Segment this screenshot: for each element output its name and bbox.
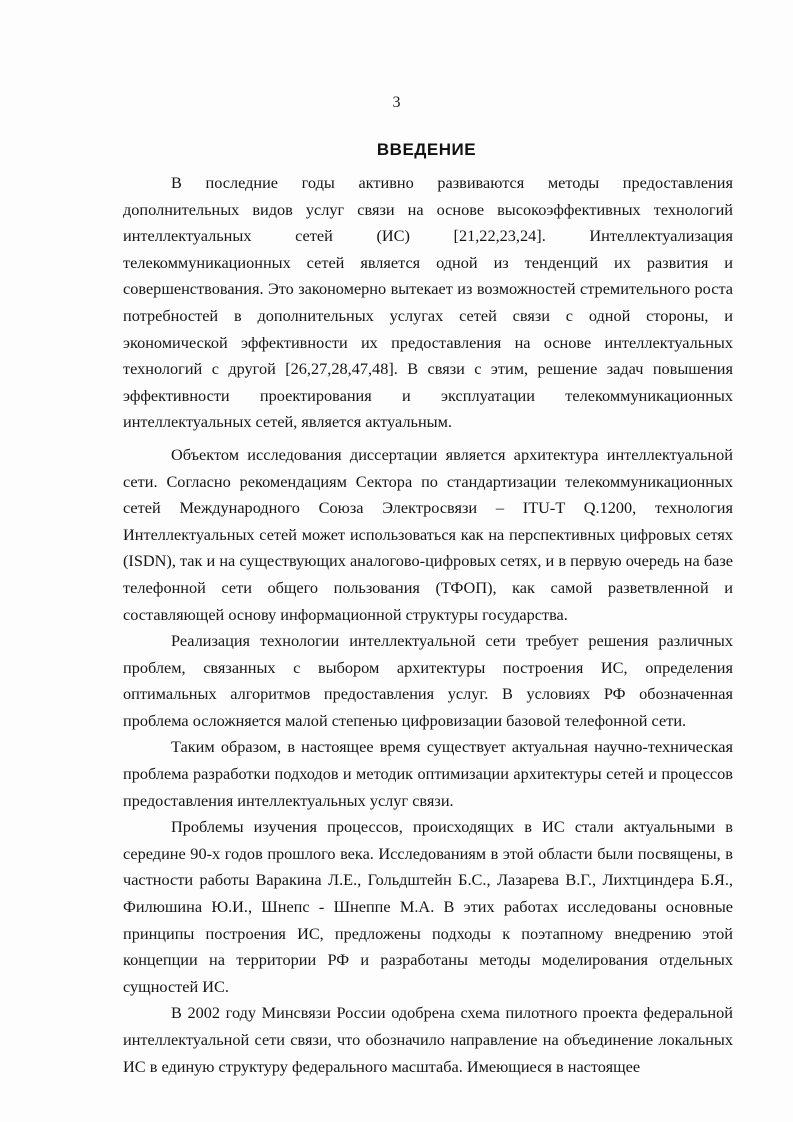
paragraph: Объектом исследования диссертации является архитектура интеллектуальной сети. Согласно рекомендациям Сектора по стандартизации телекоммуникационных сетей Международного Союза Электросвязи – ITU-T Q.1200, технология Интеллектуальных сетей может использоваться как на перспективных цифровых сетях (ISDN), так и на существующих аналогово-цифровых сетях, и в первую очередь на базе телефонной сети общего пользования (ТФОП), как самой разветвленной и составляющей основу информационной структуры государства. (123, 444, 733, 624)
paragraph: Таким образом, в настоящее время существует актуальная научно-техническая проблема разработки подходов и методик оптимизации архитектуры сетей и процессов предоставления интеллектуальных услуг связи. (123, 737, 733, 810)
page-number: 3 (392, 94, 401, 111)
paragraph: В последние годы активно развиваются методы предоставления дополнительных видов услуг связи на основе высокоэффективных технологий интеллектуальных сетей (ИС) [21,22,23,24]. Интеллектуализация телекоммуникационных сетей является одной из тенденций их развития и совершенствования. Это закономерно вытекает из возможностей стремительного роста потребностей в дополнительных услугах сетей связи с одной стороны, и экономической эффективности их предоставления на основе интеллектуальных технологий с другой [26,27,28,47,48]. В связи с этим, решение задач повышения эффективности проектирования и эксплуатации телекоммуникационных интеллектуальных сетей, является актуальным. (123, 173, 733, 432)
body-text (123, 170, 733, 1080)
paragraph: Реализация технологии интеллектуальной сети требует решения различных проблем, связанных с выбором архитектуры построения ИС, определения оптимальных алгоритмов предоставления услуг. В условиях РФ обозначенная проблема осложняется малой степенью цифровизации базовой телефонной сети. (123, 631, 733, 730)
paragraph: В 2002 году Минсвязи России одобрена схема пилотного проекта федеральной интеллектуальной сети связи, что обозначило направление на объединение локальных ИС в единую структуру федерального масштаба. Имеющиеся в настоящее (123, 1003, 733, 1076)
paragraph: Проблемы изучения процессов, происходящих в ИС стали актуальными в середине 90-х годов прошлого века. Исследованиям в этой области были посвящены, в частности работы Варакина Л.Е., Гольдштейн Б.С., Лазарева В.Г., Лихтциндера Б.Я., Филюшина Ю.И., Шнепс - Шнеппе М.А. В этих работах исследованы основные принципы построения ИС, предложены подходы к поэтапному внедрению этой концепции на территории РФ и разработаны методы моделирования отдельных сущностей ИС. (123, 817, 733, 996)
page-title: ВВЕДЕНИЕ (376, 140, 477, 159)
